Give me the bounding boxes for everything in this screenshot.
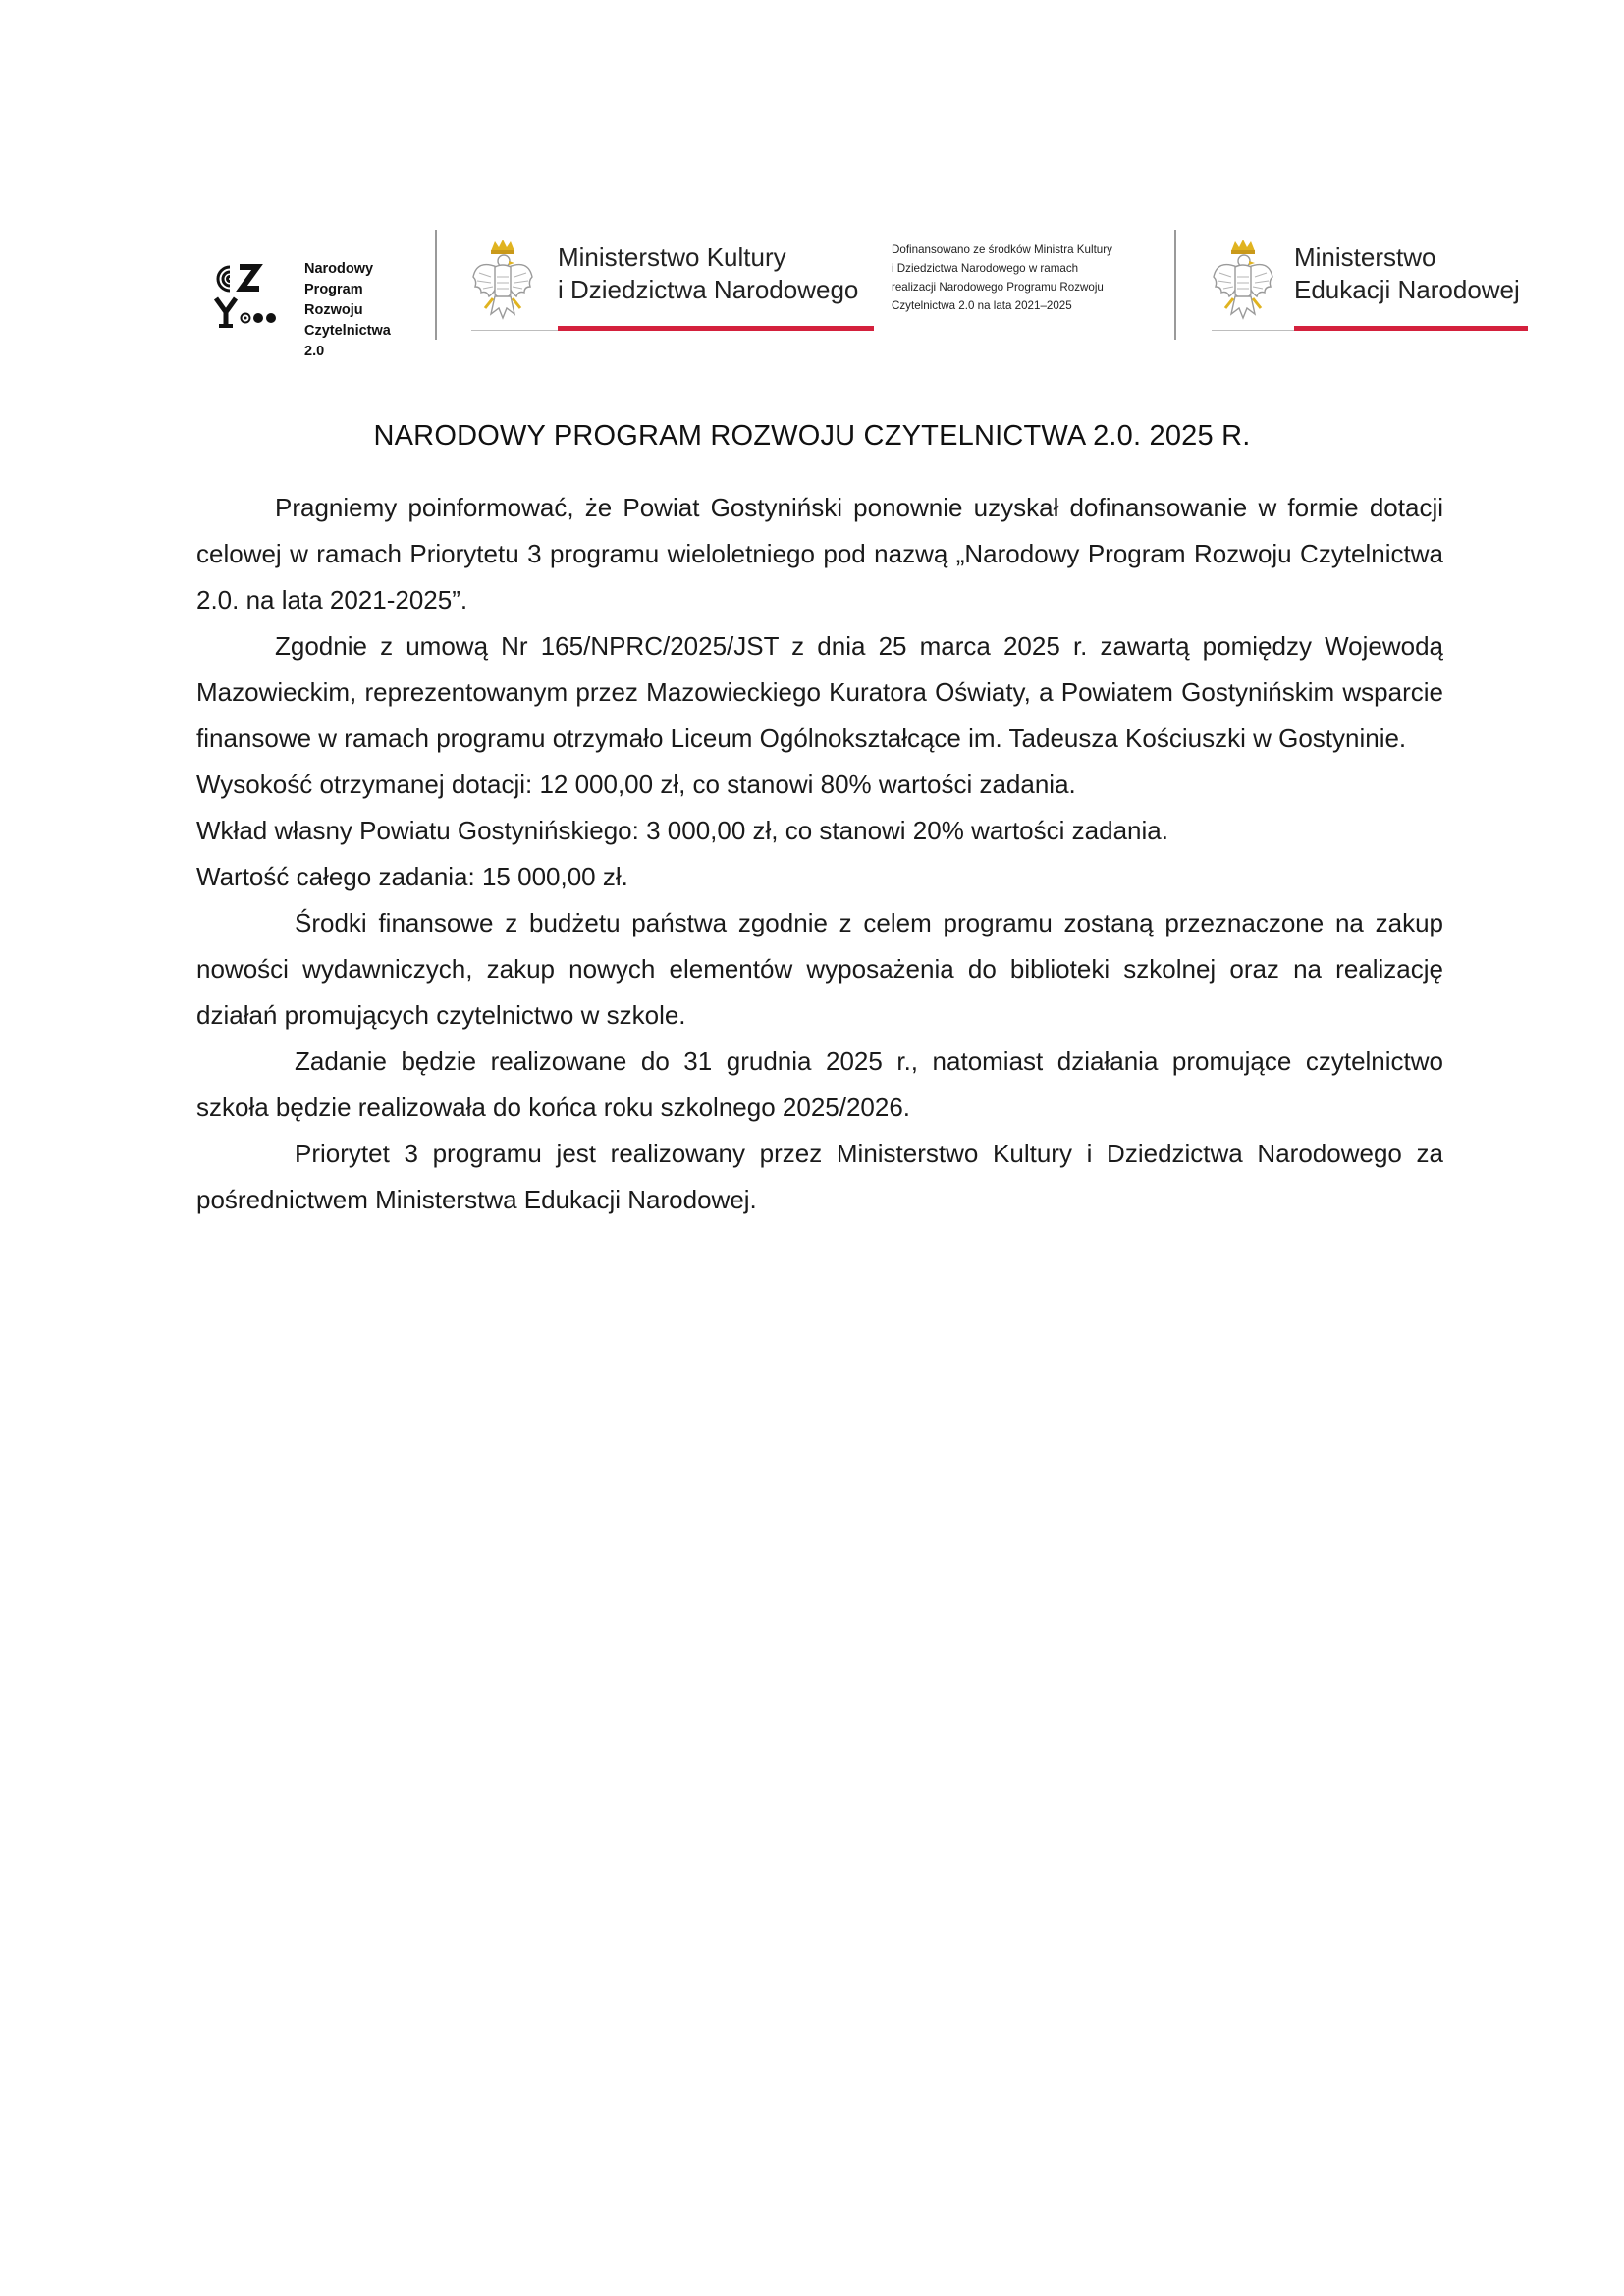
paragraph-priority-info: Priorytet 3 programu jest realizowany przez Ministerstwo Kultury i Dziedzictwa Narodowego za pośrednictwem Ministerstwa Edukacji Narodowej. (196, 1139, 1443, 1214)
nprc-logo-line: 2.0 (304, 344, 325, 359)
paragraph-total-value: Wartość całego zadania: 15 000,00 zł. (196, 862, 628, 891)
paragraph-own-contribution: Wkład własny Powiatu Gostynińskiego: 3 000,00 zł, co stanowi 20% wartości zadania. (196, 816, 1168, 845)
logo-header (214, 224, 1530, 359)
polish-eagle-emblem-icon (1212, 238, 1274, 328)
nprc-logo-line: Czytelnictwa (304, 323, 391, 339)
cofinancing-note-line: Czytelnictwa 2.0 na lata 2021–2025 (892, 299, 1072, 312)
paragraph-funds-purpose: Środki finansowe z budżetu państwa zgodnie z celem programu zostaną przeznaczone na zakup nowości wydawniczych, zakup nowych elementów wyposażenia do biblioteki szkolnej oraz na realizację działań promujących czytelnictwo w szkole. (196, 908, 1443, 1030)
cofinancing-note (892, 240, 1112, 315)
header-divider (1174, 230, 1176, 340)
nprc-logo-icon (214, 261, 283, 330)
nprc-logo-line: Program (304, 282, 363, 297)
ministry-education-name-line2: Edukacji Narodowej (1294, 275, 1520, 304)
ministry-education-red-line (1294, 326, 1528, 331)
paragraph-schedule: Zadanie będzie realizowane do 31 grudnia 2025 r., natomiast działania promujące czytelnictwo szkoła będzie realizowała do końca roku szkolnego 2025/2026. (196, 1046, 1443, 1122)
ministry-culture-name-line1: Ministerstwo Kultury (558, 242, 786, 272)
nprc-logo-line: Rozwoju (304, 302, 363, 318)
paragraph-agreement: Zgodnie z umową Nr 165/NPRC/2025/JST z dnia 25 marca 2025 r. zawartą pomiędzy Wojewodą Mazowieckim, reprezentowanym przez Mazowieckiego Kuratora Oświaty, a Powiatem Gostynińskim wsparcie finansowe w ramach programu otrzymało Liceum Ogólnokształcące im. Tadeusza Kościuszki w Gostyninie. (196, 631, 1443, 753)
cofinancing-note-line: realizacji Narodowego Programu Rozwoju (892, 281, 1104, 294)
cofinancing-note-line: i Dziedzictwa Narodowego w ramach (892, 262, 1079, 275)
ministry-culture-red-line (558, 326, 874, 331)
ministry-education-name-line1: Ministerstwo (1294, 242, 1436, 272)
polish-eagle-emblem-icon (471, 238, 534, 328)
document-title: NARODOWY PROGRAM ROZWOJU CZYTELNICTWA 2.0. 2025 R. (373, 420, 1251, 452)
header-divider (435, 230, 437, 340)
nprc-logo (214, 241, 410, 359)
document-body (196, 485, 1443, 1223)
cofinancing-note-line: Dofinansowano ze środków Ministra Kultury (892, 243, 1112, 256)
ministry-culture-name-line2: i Dziedzictwa Narodowego (558, 275, 859, 304)
paragraph-grant-amount: Wysokość otrzymanej dotacji: 12 000,00 zł, co stanowi 80% wartości zadania. (196, 770, 1076, 799)
nprc-logo-line: Narodowy (304, 261, 374, 277)
nprc-logo-text (304, 259, 391, 362)
paragraph-funding-info: Pragniemy poinformować, że Powiat Gostyniński ponownie uzyskał dofinansowanie w formie dotacji celowej w ramach Priorytetu 3 programu wieloletniego pod nazwą „Narodowy Program Rozwoju Czytelnictwa 2.0. na lata 2021-2025”. (196, 493, 1443, 614)
